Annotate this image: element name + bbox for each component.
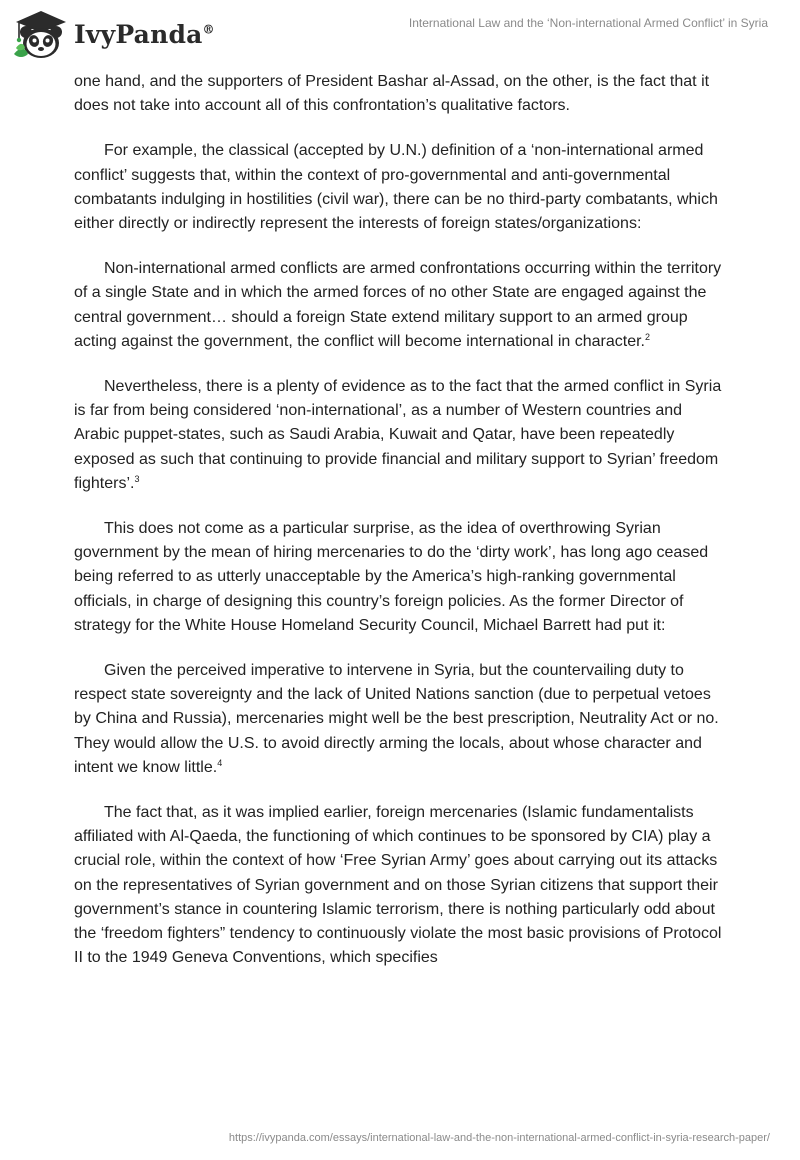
brand-name: IvyPanda®: [74, 19, 215, 49]
brand-logo[interactable]: [12, 8, 215, 60]
paragraph: For example, the classical (accepted by U.N.) definition of a ‘non-international armed conflict’ suggests that, within the context of pro-governmental and anti-governmental combatants indulging in hostilities (civil war), there can be no third-party combatants, which either directly or indirectly represent the interests of foreign states/organizations:: [74, 142, 718, 233]
block-quote: Given the perceived imperative to intervene in Syria, but the countervailing duty to respect state sovereignty and the lack of United Nations sanction (due to perpetual vetoes by China and Russia), mercenaries might well be the best prescription, Neutrality Act or no. They would allow the U.S. to avoid directly arming the locals, about whose character and intent we know little.$^4$: [74, 662, 719, 776]
footnote-ref[interactable]: 2: [644, 331, 650, 342]
paragraph: Nevertheless, there is a plenty of evidence as to the fact that the armed conflict in Syria is far from being considered ‘non-international’, as a number of Western countries and Arabic puppet-states, such as Saudi Arabia, Kuwait and Qatar, have been repeatedly exposed as such that continuing to provide financial and military support to Syrian’ freedom fighters’.$^3$: [74, 378, 722, 492]
footnote-ref[interactable]: 3: [134, 473, 140, 484]
source-url[interactable]: https://ivypanda.com/essays/international-law-and-the-non-international-armed-conflict-in-syria-research-paper/: [228, 1132, 770, 1144]
document-title: International Law and the ‘Non-international Armed Conflict’ in Syria: [408, 16, 768, 30]
paragraph: This does not come as a particular surprise, as the idea of overthrowing Syrian government by the mean of hiring mercenaries to do the ‘dirty work’, has long ago ceased being referred to as utterly unacceptable by the America’s high-ranking governmental officials, in charge of designing this country’s foreign policies. As the former Director of strategy for the White House Homeland Security Council, Michael Barrett had put it:: [74, 520, 709, 634]
footnote-ref[interactable]: 4: [217, 757, 223, 768]
paragraph: The fact that, as it was implied earlier, foreign mercenaries (Islamic fundamentalists affiliated with Al-Qaeda, the functioning of which continues to be sponsored by CIA) play a crucial role, within the context of how ‘Free Syrian Army’ goes about carrying out its attacks on the representatives of Syrian government and on those Syrian citizens that support their government’s stance in countering Islamic terrorism, there is nothing particularly odd about the ‘freedom fighters” tendency to continuously violate the most basic provisions of Protocol II to the 1949 Geneva Conventions, which specifies: [74, 804, 722, 967]
article-body: [74, 70, 724, 992]
page-header: [0, 0, 800, 70]
paragraph: one hand, and the supporters of President Bashar al-Assad, on the other, is the fact that it does not take into account all of this confrontation’s qualitative factors.: [74, 73, 710, 115]
panda-graduation-cap-icon: [12, 8, 70, 60]
block-quote: Non-international armed conflicts are armed confrontations occurring within the territory of a single State and in which the armed forces of no other State are engaged against the central government… should a foreign State extend military support to an armed group acting against the government, the conflict will become international in character.$^2$: [74, 260, 722, 350]
